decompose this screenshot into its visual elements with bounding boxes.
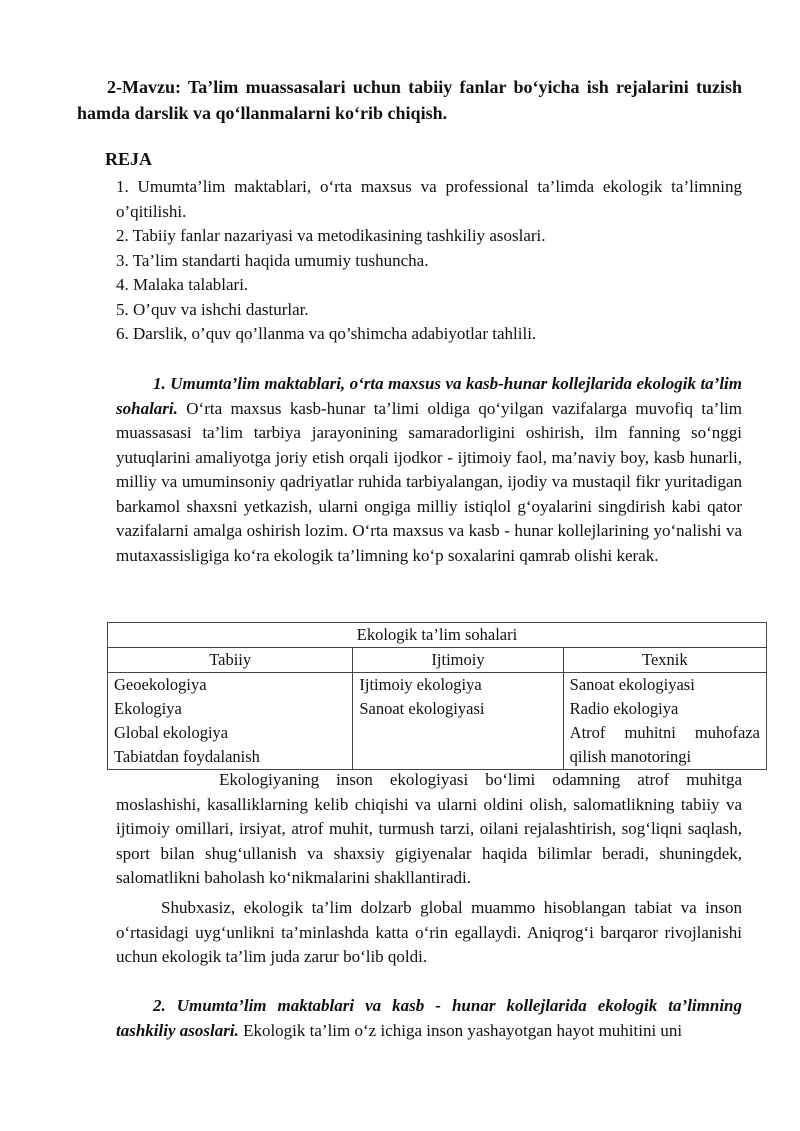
table-cell-texnik [563, 673, 766, 770]
section-2-paragraph [116, 994, 742, 1043]
cell-item: Tabiatdan foydalanish [114, 747, 260, 766]
section-1-heading: 1. Umumta’lim maktablari, o‘rta maxsus va kasb-hunar kollejlarida ekologik ta’lim sohalari. [116, 374, 742, 418]
section-2-heading: 2. Umumta’lim maktablari va kasb - hunar kollejlarida ekologik ta’limning tashkiliy asoslari. [116, 996, 742, 1040]
cell-item: Ijtimoiy ekologiya [359, 675, 482, 694]
cell-item: Ekologiya [114, 699, 182, 718]
section-1-body: O‘rta maxsus kasb-hunar ta’limi oldiga qo‘yilgan vazifalarga muvofiq ta’lim muassasasi ta’lim tarbiya jarayonining samaradorligini oshirish, ilm fanning so‘nggi yutuqlarini amaliyotga joriy etish orqali ijodkor - ijtimoiy faol, ma’naviy boy, kasb hunarli, milliy va umuminsoniy qadriyatlar ruhida tarbiyalangan, ijodiy va mustaqil fikr yuritadigan barkamol shaxsni yetkazish, ularni ongiga milliy istiqlol g‘oyalarini singdirish kabi qator vazifalarni amalga oshirish lozim. O‘rta maxsus va kasb - hunar kollejlarining yo‘nalishi va mutaxassisligiga ko‘ra ekologik ta’limning ko‘p soxalarini qamrab olishi kerak. [116, 398, 742, 565]
table-row [108, 673, 767, 770]
column-header-tabiiy: Tabiiy [108, 648, 353, 673]
cell-item: Global ekologiya [114, 723, 229, 742]
plan-item: 2. Tabiiy fanlar nazariyasi va metodikasining tashkiliy asoslari. [116, 226, 546, 245]
plan-item: 6. Darslik, o’quv qo’llanma va qo’shimcha adabiyotlar tahlili. [116, 324, 537, 343]
cell-item: Atrof muhitni muhofaza qilish manotoringi [569, 723, 760, 766]
plan-item: 5. O’quv va ishchi dasturlar. [116, 299, 309, 319]
column-header-ijtimoiy: Ijtimoiy [353, 648, 563, 673]
column-header-texnik: Texnik [563, 648, 766, 673]
ecology-fields-table [107, 622, 767, 770]
cell-item: Radio ekologiya [569, 699, 679, 718]
section-2-body: Ekologik ta’lim o‘z ichiga inson yashayotgan hayot muhitini uni [238, 1020, 683, 1040]
plan-item: 1. Umumta’lim maktablari, o‘rta maxsus va professional ta’limda ekologik ta’limning o’qitilishi. [116, 177, 742, 221]
topic-heading: 2-Mavzu: Ta’lim muassasalari uchun tabiiy fanlar bo‘yicha ish rejalarini tuzish hamda darslik va qo‘llanmalarni ko‘rib chiqish. [77, 77, 742, 123]
table-caption: Ekologik ta’lim sohalari [108, 623, 767, 648]
global-problem-paragraph: Shubxasiz, ekologik ta’lim dolzarb global muammo hisoblangan tabiat va inson o‘rtasidagi uyg‘unlikni ta’minlashda katta o‘rin egallaydi. Aniqrog‘i barqaror rivojlanishi uchun ekologik ta’lim juda zarur bo‘lib qoldi. [116, 898, 742, 966]
section-1-paragraph [116, 372, 742, 568]
plan-title: REJA [105, 149, 153, 169]
plan-item: 3. Ta’lim standarti haqida umumiy tushuncha. [116, 250, 429, 270]
cell-item: Geoekologiya [114, 675, 207, 694]
cell-item: Sanoat ekologiyasi [569, 675, 695, 694]
plan-item: 4. Malaka talablari. [116, 275, 249, 294]
table-cell-ijtimoiy [353, 673, 563, 770]
human-ecology-paragraph: Ekologiyaning inson ekologiyasi bo‘limi odamning atrof muhitga moslashishi, kasalliklarning kelib chiqishi va ularni oldini olish, salomatlikning tabiiy va ijtimoiy omillari, irsiyat, atrof muhit, turmush tarzi, oilani rejalashtirish, sog‘liqni saqlash, sport bilan shug‘ullanish va shaxsiy gigiyenalar haqida bilimlar beradi, shuningdek, salomatlikni baholash ko‘nikmalarini shakllantiradi. [116, 770, 742, 887]
plan-list [116, 175, 742, 347]
table-cell-tabiiy [108, 673, 353, 770]
cell-item: Sanoat ekologiyasi [359, 699, 485, 718]
